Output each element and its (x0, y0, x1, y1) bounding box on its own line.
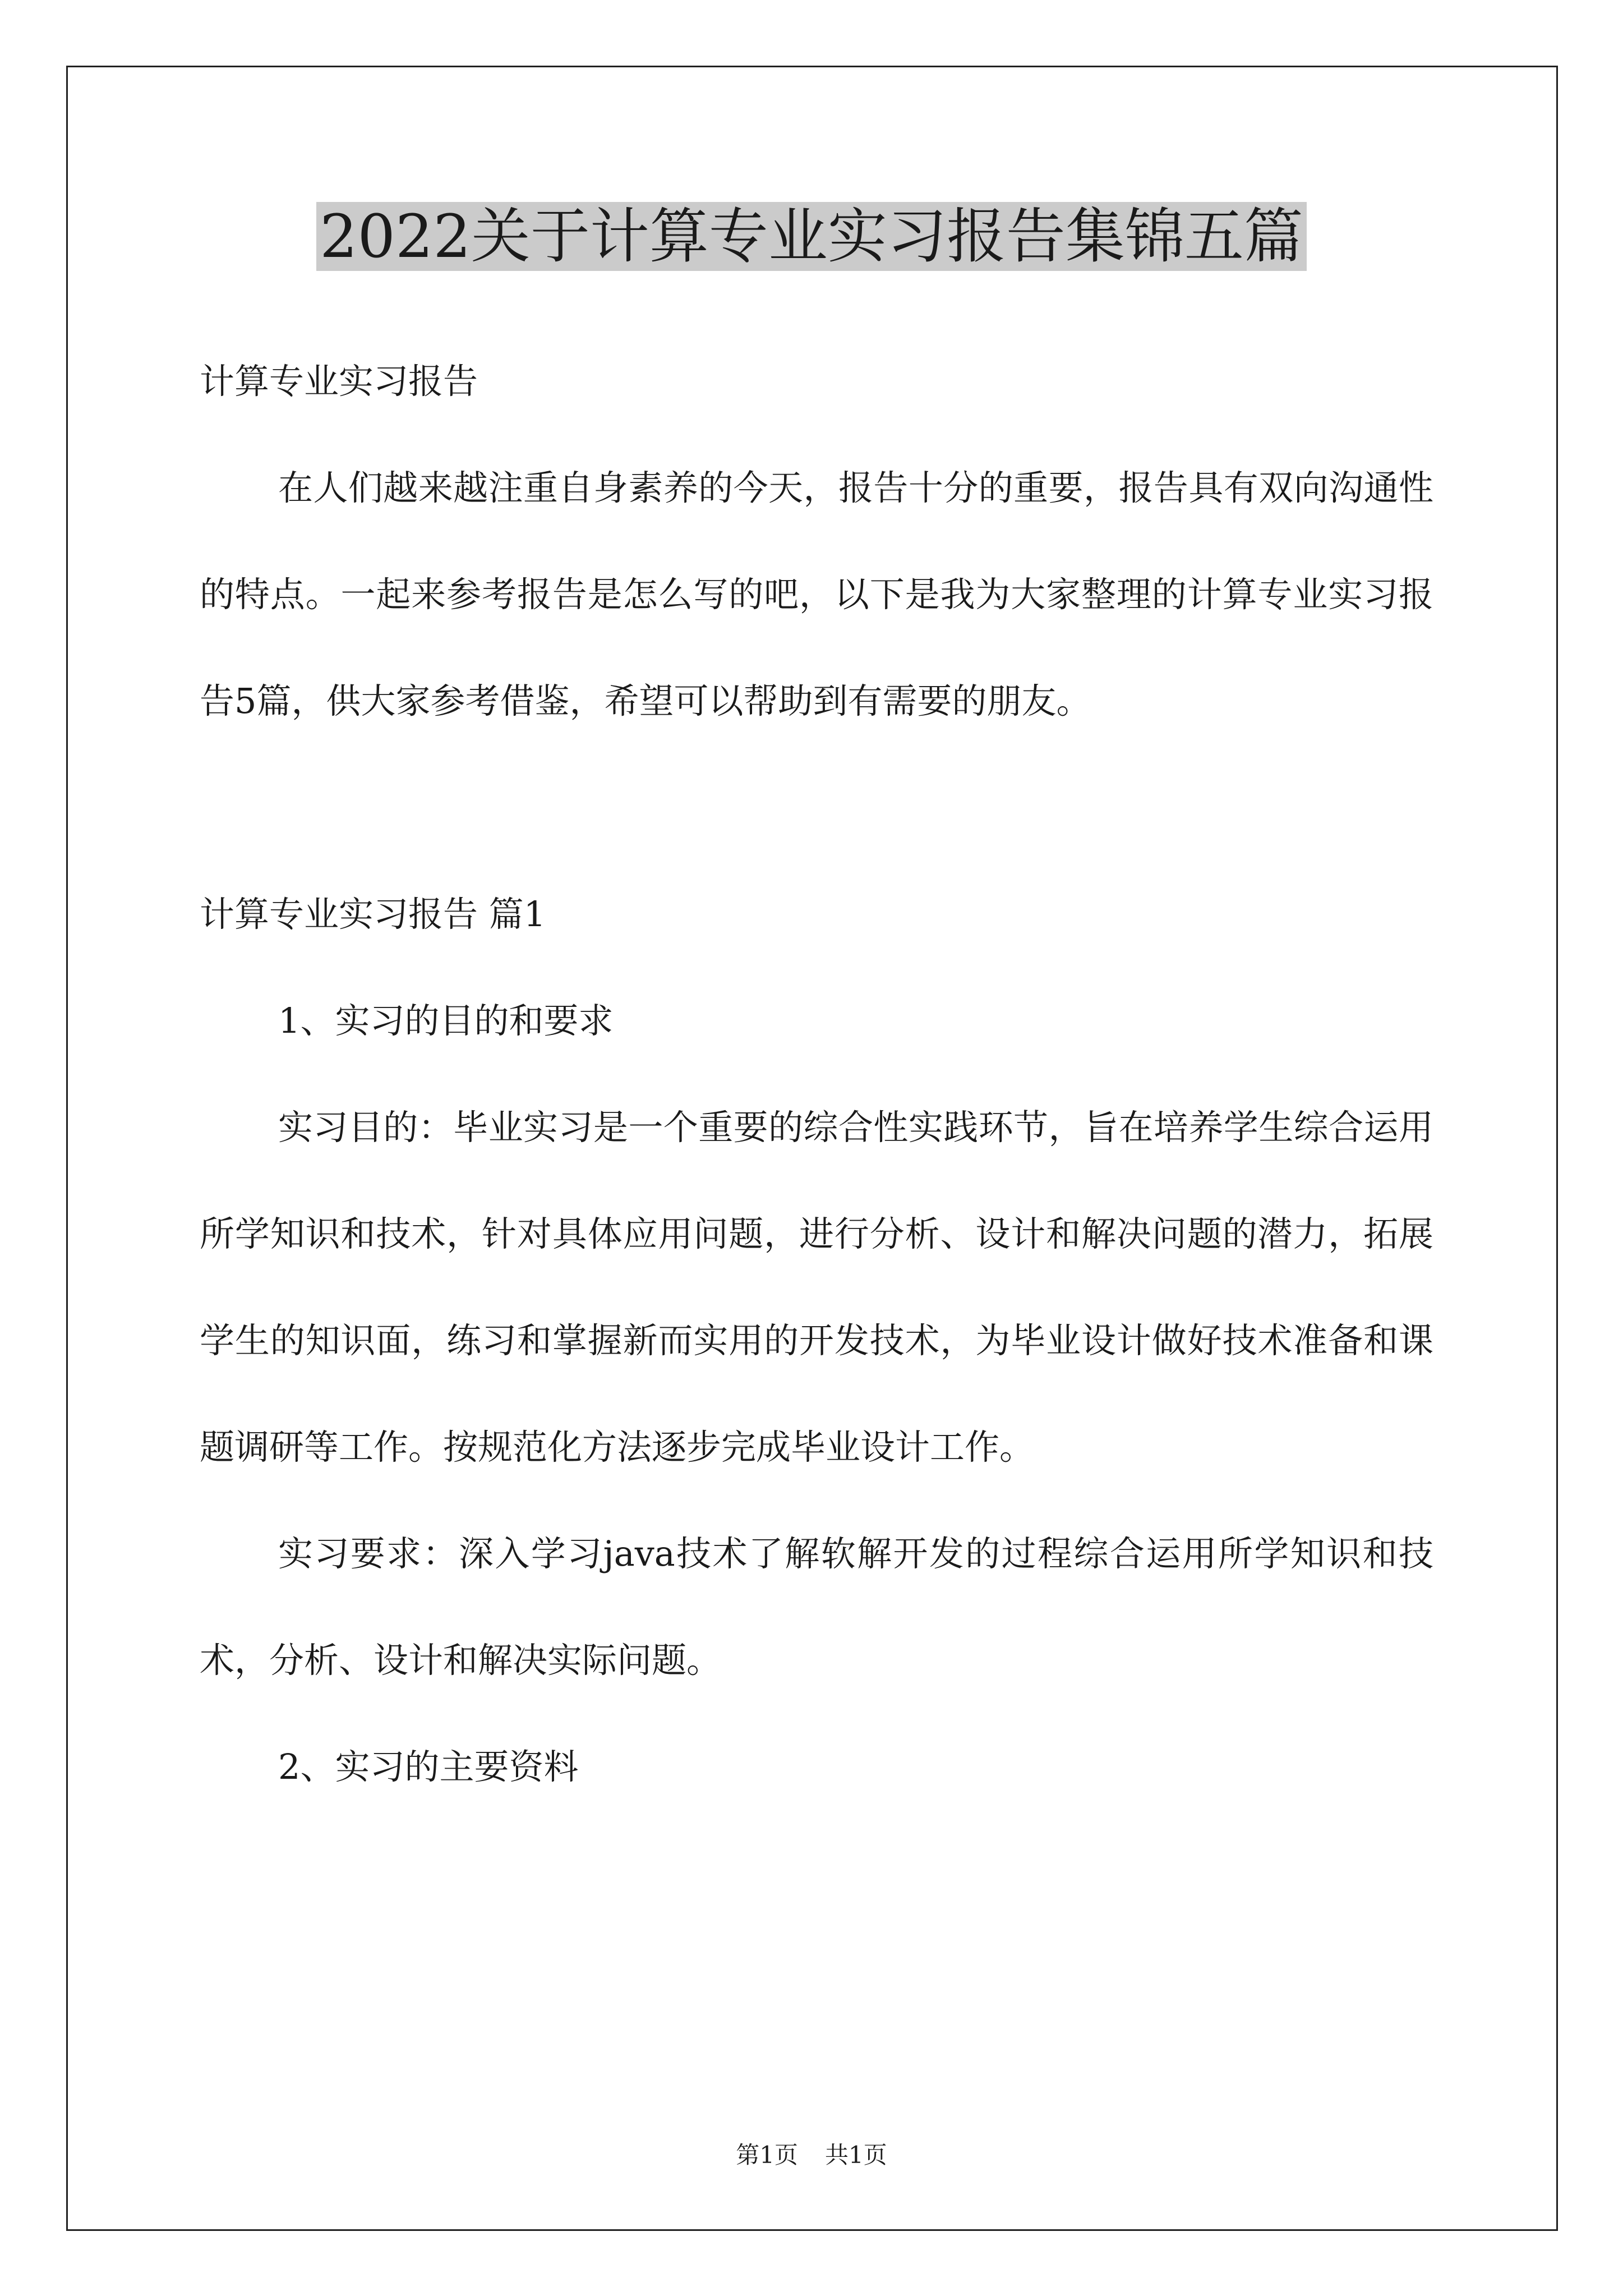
subtitle-paragraph: 计算专业实习报告 (200, 361, 478, 402)
purpose-paragraph: 实习目的：毕业实习是一个重要的综合性实践环节，旨在培养学生综合运用所学知识和技术，针对具体应用问题，进行分析、设计和解决问题的潜力，拓展学生的知识面，练习和掌握新而实用的开发技术，为毕业设计做好技术准备和课题调研等工作。按规范化方法逐步完成毕业设计工作。 (200, 1107, 1433, 1467)
page-footer (0, 2138, 1623, 2172)
subsection-heading: 1、实习的目的和要求 (278, 1000, 614, 1041)
document-title (0, 197, 1623, 276)
section-heading: 计算专业实习报告 篇1 (200, 894, 546, 935)
document-title-text: 2022关于计算专业实习报告集锦五篇 (316, 202, 1307, 271)
intro-paragraph: 在人们越来越注重自身素养的今天，报告十分的重要，报告具有双向沟通性的特点。一起来参考报告是怎么写的吧，以下是我为大家整理的计算专业实习报告5篇，供大家参考借鉴，希望可以帮助到有需要的朋友。 (200, 467, 1433, 721)
requirements-paragraph: 实习要求：深入学习java技术了解软解开发的过程综合运用所学知识和技术，分析、设计和解决实际问题。 (200, 1533, 1433, 1681)
subsection-heading: 2、实习的主要资料 (278, 1746, 579, 1787)
paragraph-gap (200, 754, 1433, 861)
page-number: 第1页 (736, 2141, 798, 2169)
page-total: 共1页 (825, 2141, 887, 2169)
document-body (200, 328, 1433, 1820)
